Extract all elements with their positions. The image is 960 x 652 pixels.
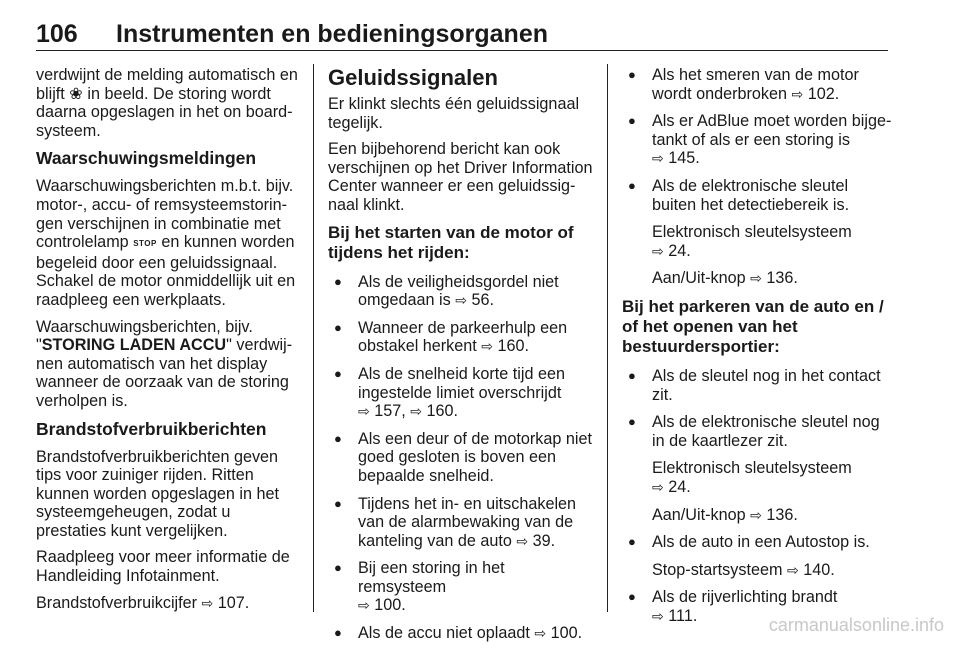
page-ref[interactable]: 136. [766, 505, 798, 524]
page-ref[interactable]: 111. [668, 606, 698, 625]
column-divider-2 [607, 64, 608, 612]
page-number: 106 [36, 20, 78, 48]
start-driving-list [328, 273, 594, 643]
bullet-icon: ● [334, 319, 342, 335]
list-item: ● Als de rijverlichting brandt ⇨ 111. [628, 588, 838, 625]
column-1 [36, 66, 298, 620]
sub-reference: Aan/Uit-knop ⇨ 136. [652, 269, 798, 288]
bullet-icon: ● [628, 67, 636, 82]
page-ref-arrow-icon: ⇨ [652, 242, 664, 259]
list-item: ● Als het smeren van de motor wordt onderbroken ⇨ 102. [628, 66, 859, 103]
paragraph-warning-1: Waarschuwingsberichten m.b.t. bijv. motor-, accu- of remsysteemstorin-gen verschijnen in combinatie met controlelamp STOP en kunnen worden begeleid door een geluidssignaal. Schakel de motor onmiddellijk uit en raadpleeg een werkplaats. [36, 177, 296, 309]
page-ref[interactable]: 145. [668, 149, 700, 168]
list-item: ● Tijdens het in- en uitschakelen van de alarmbewaking van de kanteling van de auto ⇨ 39. [334, 494, 577, 550]
page-ref-arrow-icon: ⇨ [534, 625, 547, 642]
list-item: ● Wanneer de parkeerhulp een obstakel herkent ⇨ 160. [334, 318, 568, 356]
page-ref[interactable]: 160. [497, 337, 530, 356]
page-ref-arrow-icon: ⇨ [358, 403, 370, 420]
page-ref[interactable]: 140. [803, 560, 835, 579]
column-2 [328, 66, 594, 652]
battery-warning-text: STORING LADEN ACCU [41, 336, 227, 355]
page-ref-arrow-icon: ⇨ [750, 506, 762, 523]
page-ref-arrow-icon: ⇨ [358, 597, 370, 614]
page-ref[interactable]: 102. [807, 84, 840, 103]
sub-reference: Elektronisch sleutelsysteem ⇨ 24. [652, 223, 852, 260]
page-header [36, 20, 888, 51]
page-ref[interactable]: 24. [668, 477, 691, 496]
watermark: carmanualsonline.info [768, 615, 944, 635]
list-item: ● Als er AdBlue moet worden bijge-tankt of als er een storing is ⇨ 145. [628, 112, 892, 168]
list-item: ● Als de accu niet oplaadt ⇨ 100. [334, 624, 583, 643]
page-title: Instrumenten en bedieningsorganen [116, 20, 548, 48]
paragraph-fuel-1: Brandstofverbruikberichten geven tips voor zuiniger rijden. Ritten kunnen worden opgeslagen in het systeemgeheugen, zodat u prestaties kunt vergelijken. [36, 447, 280, 540]
bullet-icon: ● [334, 560, 342, 576]
parking-list [622, 367, 892, 450]
bullet-icon: ● [628, 534, 636, 550]
paragraph-warning-2: Waarschuwingsberichten, bijv. "STORING LADEN ACCU" verdwij-nen automatisch van het display wanneer de oorzaak van de storing verholpen is. [36, 317, 293, 410]
paragraph-fuel-3: Brandstofverbruikcijfer ⇨ 107. [36, 593, 250, 612]
page-ref[interactable]: 100. [374, 596, 406, 615]
page-ref[interactable]: 157, [374, 402, 406, 421]
heading-sound-signals: Geluidssignalen [328, 65, 498, 90]
bullet-icon: ● [628, 414, 636, 430]
stop-lamp-icon: STOP [133, 239, 157, 249]
page-ref[interactable]: 107. [217, 593, 250, 612]
heading-start-driving: Bij het starten van de motor of tijdens het rijden: [328, 222, 574, 262]
page-ref-arrow-icon: ⇨ [516, 532, 529, 549]
list-item: ● Als de veiligheidsgordel niet omgedaan is ⇨ 56. [334, 272, 559, 310]
heading-parking: Bij het parkeren van de auto en / of het openen van het bestuurdersportier: [622, 296, 884, 356]
bullet-icon: ● [334, 430, 342, 446]
bullet-icon: ● [334, 495, 342, 511]
continued-list [622, 66, 892, 214]
bullet-icon: ● [628, 113, 636, 129]
page-ref-arrow-icon: ⇨ [786, 561, 799, 578]
page-ref-arrow-icon: ⇨ [652, 478, 664, 495]
bullet-icon: ● [628, 589, 636, 605]
heading-warning-messages: Waarschuwingsmeldingen [36, 148, 257, 169]
page-ref-arrow-icon: ⇨ [791, 85, 804, 102]
bullet-icon: ● [334, 273, 342, 289]
parking-list-continued [622, 533, 892, 552]
list-item: ● Als de elektronische sleutel buiten het detectiebereik is. [628, 176, 850, 214]
page-ref-arrow-icon: ⇨ [652, 607, 664, 624]
page-ref-arrow-icon: ⇨ [750, 270, 762, 287]
list-item: ● Als de snelheid korte tijd een ingestelde limiet overschrijdt ⇨ 157, ⇨ 160. [334, 364, 565, 421]
list-item: ● Als een deur of de motorkap niet goed gesloten is boven een bepaalde snelheid. [334, 429, 592, 485]
page-ref[interactable]: 56. [471, 291, 494, 310]
page-ref[interactable]: 100. [550, 624, 583, 643]
sub-reference: Stop-startsysteem ⇨ 140. [652, 560, 835, 579]
page-ref[interactable]: 24. [668, 241, 691, 260]
list-item: ● Als de sleutel nog in het contact zit. [628, 366, 881, 404]
column-3 [622, 66, 892, 634]
list-item: ● Als de auto in een Autostop is. [628, 533, 870, 552]
page-ref[interactable]: 160. [426, 402, 458, 421]
bullet-icon: ● [334, 365, 342, 381]
bullet-icon: ● [334, 625, 342, 641]
heading-fuel-messages: Brandstofverbruikberichten [36, 418, 267, 439]
page-ref[interactable]: 136. [766, 269, 798, 288]
paragraph-fuel-2: Raadpleeg voor meer informatie de Handleiding Infotainment. [36, 548, 290, 586]
list-item: ● Als de elektronische sleutel nog in de kaartlezer zit. [628, 413, 880, 450]
bullet-icon: ● [628, 367, 636, 383]
list-item: ● Bij een storing in het remsysteem ⇨ 100. [334, 559, 505, 615]
sub-reference: Aan/Uit-knop ⇨ 136. [652, 505, 798, 524]
paragraph-sound-1: Er klinkt slechts één geluidssignaal tegelijk. [328, 95, 580, 132]
paragraph-sound-2: Een bijbehorend bericht kan ook verschijnen op het Driver Information Center wanneer er een geluidssig-naal klinkt. [328, 140, 593, 214]
paragraph-intro: verdwijnt de melding automatisch en blijft ❀ in beeld. De storing wordt daarna opgeslagen in het on board-systeem. [36, 66, 298, 140]
page-ref-arrow-icon: ⇨ [410, 403, 422, 420]
page-ref-arrow-icon: ⇨ [201, 594, 214, 611]
column-divider-1 [313, 64, 314, 612]
page-ref[interactable]: 39. [532, 531, 556, 550]
sub-reference: Elektronisch sleutelsysteem ⇨ 24. [652, 459, 852, 496]
page-ref-arrow-icon: ⇨ [652, 150, 664, 167]
bullet-icon: ● [628, 177, 636, 193]
page-ref-arrow-icon: ⇨ [455, 292, 467, 309]
page-ref-arrow-icon: ⇨ [481, 338, 494, 355]
